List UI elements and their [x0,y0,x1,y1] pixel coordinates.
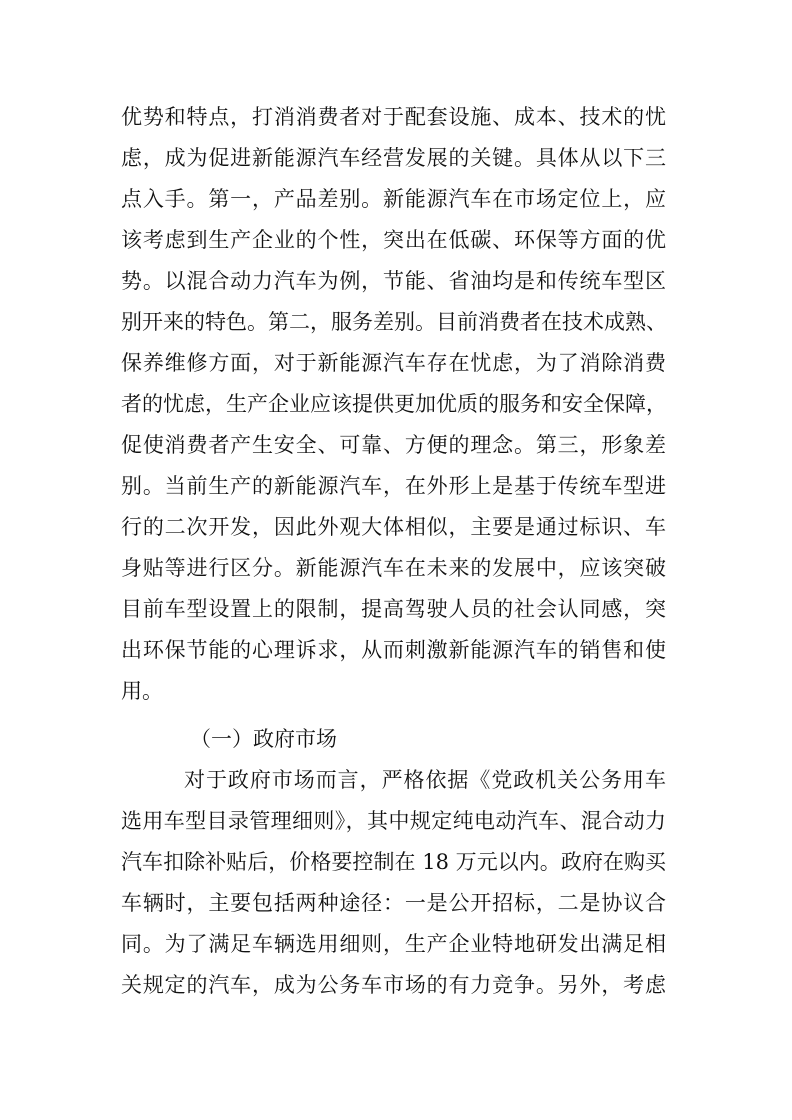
paragraph-1-line: 别。当前生产的新能源汽车，在外形上是基于传统车型进 [121,474,666,498]
paragraph-2-line: 车辆时，主要包括两种途径：一是公开招标，二是协议合 [121,891,666,915]
paragraph-1-line: 点入手。第一，产品差别。新能源汽车在市场定位上，应 [121,187,666,211]
paragraph-1-line: 用。 [121,679,163,703]
paragraph-1-line: 目前车型设置上的限制，提高驾驶人员的社会认同感，突 [121,597,666,621]
paragraph-2-line: 选用车型目录管理细则》，其中规定纯电动汽车、混合动力 [121,809,666,833]
paragraph-2-line: 同。为了满足车辆选用细则，生产企业特地研发出满足相 [121,932,666,956]
paragraph-1-line: 势。以混合动力汽车为例，节能、省油均是和传统车型区 [121,269,666,293]
paragraph-1-line: 促使消费者产生安全、可靠、方便的理念。第三，形象差 [121,433,666,457]
paragraph-1-line: 保养维修方面，对于新能源汽车存在忧虑，为了消除消费 [121,351,666,375]
paragraph-1-line: 行的二次开发，因此外观大体相似，主要是通过标识、车 [121,515,666,539]
paragraph-1-line: 优势和特点，打消消费者对于配套设施、成本、技术的忧 [121,105,666,129]
paragraph-1-line: 出环保节能的心理诉求，从而刺激新能源汽车的销售和使 [121,638,666,662]
paragraph-1-line: 虑，成为促进新能源汽车经营发展的关键。具体从以下三 [121,146,666,170]
paragraph-2-line: 汽车扣除补贴后，价格要控制在 18 万元以内。政府在购买 [121,850,666,874]
paragraph-1-line: 别开来的特色。第二，服务差别。目前消费者在技术成熟、 [121,310,667,334]
paragraph-1-line: 身贴等进行区分。新能源汽车在未来的发展中，应该突破 [121,556,666,580]
paragraph-1-line: 者的忧虑，生产企业应该提供更加优质的服务和安全保障， [121,392,667,416]
paragraph-2-line: 关规定的汽车，成为公务车市场的有力竞争。另外，考虑 [121,973,666,997]
section-heading: （一）政府市场 [190,727,337,751]
paragraph-2-line: 对于政府市场而言，严格依据《党政机关公务用车 [184,768,666,792]
paragraph-1-line: 该考虑到生产企业的个性，突出在低碳、环保等方面的优 [121,228,666,252]
